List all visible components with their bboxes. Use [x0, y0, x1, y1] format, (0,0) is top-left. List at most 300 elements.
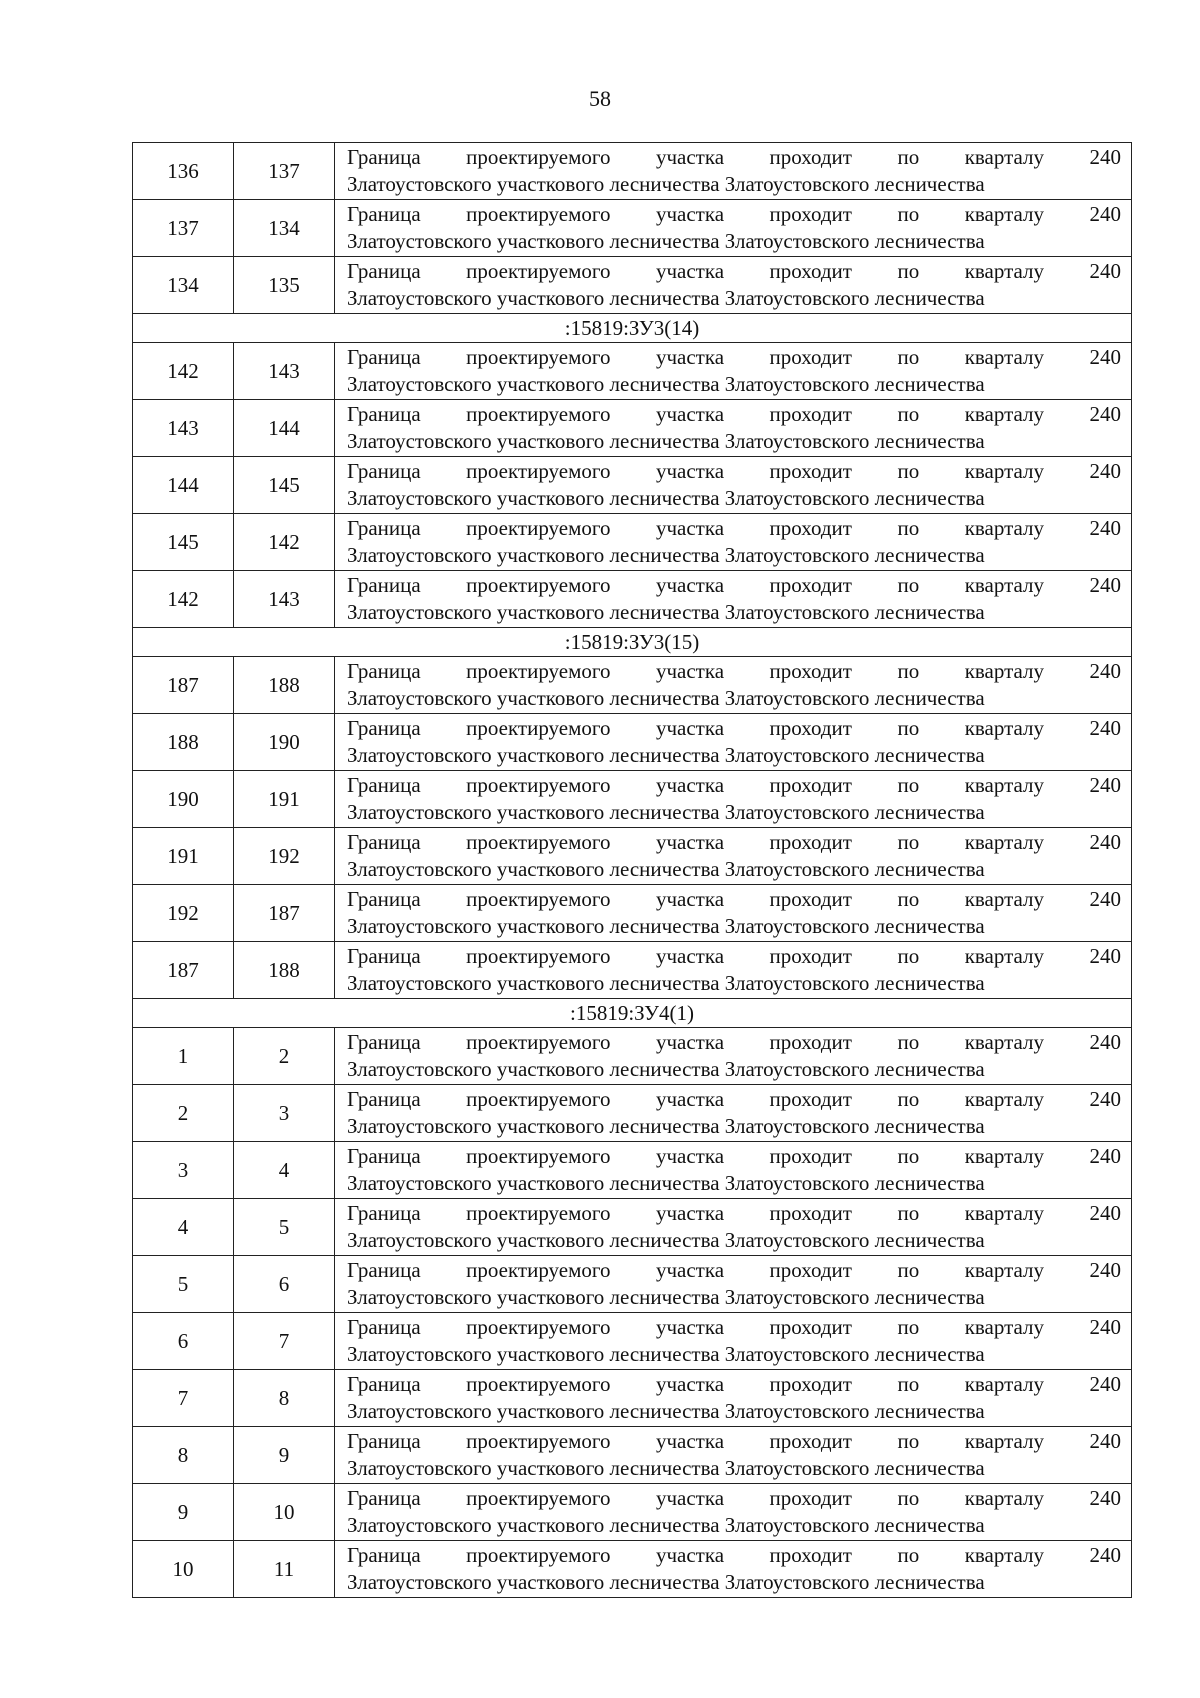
description-line-1 — [335, 1200, 1131, 1227]
description-word: участка — [655, 1087, 725, 1111]
description-word: 240 — [1089, 1144, 1121, 1168]
description-word: 240 — [1089, 202, 1121, 226]
description-line-2: Златоустовского участкового лесничества Златоустовского лесничества — [347, 429, 985, 453]
description-line-1 — [335, 201, 1131, 228]
description-line-1 — [335, 1371, 1131, 1398]
point-to-cell: 5 — [234, 1199, 335, 1256]
point-from-cell: 137 — [133, 200, 234, 257]
description-word: проходит — [769, 1372, 852, 1396]
point-from-cell: 144 — [133, 457, 234, 514]
point-from-cell: 142 — [133, 571, 234, 628]
point-to-cell: 142 — [234, 514, 335, 571]
description-word: Граница — [347, 1429, 421, 1453]
description-word: Граница — [347, 1201, 421, 1225]
table-row — [133, 1370, 1132, 1427]
description-word: проходит — [769, 259, 852, 283]
description-word: Граница — [347, 145, 421, 169]
description-word: проходит — [769, 1258, 852, 1282]
boundary-description-cell — [335, 571, 1132, 628]
point-from-cell: 8 — [133, 1427, 234, 1484]
table-row — [133, 942, 1132, 999]
boundary-description-cell — [335, 1085, 1132, 1142]
description-line-1 — [335, 458, 1131, 485]
table-row — [133, 1256, 1132, 1313]
description-line-2: Златоустовского участкового лесничества Златоустовского лесничества — [347, 1399, 985, 1423]
description-line-1 — [335, 1086, 1131, 1113]
description-word: проектируемого — [466, 716, 611, 740]
description-word: проектируемого — [466, 1201, 611, 1225]
table-row — [133, 1484, 1132, 1541]
description-word: проходит — [769, 887, 852, 911]
point-to-cell: 3 — [234, 1085, 335, 1142]
description-word: Граница — [347, 1087, 421, 1111]
description-line-1 — [335, 658, 1131, 685]
description-word: участка — [655, 830, 725, 854]
description-word: участка — [655, 1030, 725, 1054]
description-line-2: Златоустовского участкового лесничества Златоустовского лесничества — [347, 286, 985, 310]
point-to-cell: 187 — [234, 885, 335, 942]
description-word: Граница — [347, 773, 421, 797]
boundary-description-cell — [335, 143, 1132, 200]
boundary-description-cell — [335, 457, 1132, 514]
description-word: участка — [655, 1486, 725, 1510]
description-line-1 — [335, 1314, 1131, 1341]
table-row — [133, 657, 1132, 714]
point-from-cell: 4 — [133, 1199, 234, 1256]
description-word: проектируемого — [466, 345, 611, 369]
table-row — [133, 514, 1132, 571]
description-line-1 — [335, 1143, 1131, 1170]
description-word: 240 — [1089, 1087, 1121, 1111]
description-word: проходит — [769, 1543, 852, 1567]
description-word: по — [897, 716, 920, 740]
description-word: Граница — [347, 402, 421, 426]
boundary-description-cell — [335, 1484, 1132, 1541]
description-word: кварталу — [964, 1201, 1044, 1225]
boundary-description-cell — [335, 1142, 1132, 1199]
description-word: по — [897, 1315, 920, 1339]
description-word: кварталу — [964, 516, 1044, 540]
boundary-description-cell — [335, 885, 1132, 942]
section-header-row — [133, 999, 1132, 1028]
description-word: 240 — [1089, 659, 1121, 683]
description-word: по — [897, 459, 920, 483]
description-word: по — [897, 573, 920, 597]
boundary-description-cell — [335, 343, 1132, 400]
description-word: Граница — [347, 1486, 421, 1510]
table-row — [133, 571, 1132, 628]
description-word: кварталу — [964, 1429, 1044, 1453]
description-word: участка — [655, 573, 725, 597]
description-word: кварталу — [964, 944, 1044, 968]
description-word: кварталу — [964, 573, 1044, 597]
description-word: Граница — [347, 259, 421, 283]
description-word: по — [897, 773, 920, 797]
description-word: участка — [655, 1201, 725, 1225]
description-word: Граница — [347, 659, 421, 683]
description-word: кварталу — [964, 887, 1044, 911]
description-word: участка — [655, 944, 725, 968]
boundary-description-cell — [335, 1028, 1132, 1085]
point-to-cell: 8 — [234, 1370, 335, 1427]
description-word: по — [897, 1486, 920, 1510]
boundary-description-cell — [335, 257, 1132, 314]
section-header-row — [133, 314, 1132, 343]
table-row — [133, 885, 1132, 942]
description-word: проектируемого — [466, 573, 611, 597]
description-word: кварталу — [964, 716, 1044, 740]
boundary-description-cell — [335, 942, 1132, 999]
description-word: кварталу — [964, 145, 1044, 169]
description-word: 240 — [1089, 1030, 1121, 1054]
table-row — [133, 257, 1132, 314]
description-word: проектируемого — [466, 1486, 611, 1510]
description-word: 240 — [1089, 944, 1121, 968]
description-word: кварталу — [964, 1087, 1044, 1111]
point-from-cell: 6 — [133, 1313, 234, 1370]
description-word: кварталу — [964, 1258, 1044, 1282]
point-from-cell: 3 — [133, 1142, 234, 1199]
description-word: проектируемого — [466, 459, 611, 483]
description-word: 240 — [1089, 1543, 1121, 1567]
description-word: по — [897, 887, 920, 911]
point-from-cell: 134 — [133, 257, 234, 314]
description-word: по — [897, 1144, 920, 1168]
point-from-cell: 7 — [133, 1370, 234, 1427]
boundary-description-cell — [335, 1313, 1132, 1370]
boundary-description-cell — [335, 514, 1132, 571]
description-line-1 — [335, 515, 1131, 542]
description-word: участка — [655, 773, 725, 797]
description-word: проходит — [769, 1087, 852, 1111]
point-to-cell: 4 — [234, 1142, 335, 1199]
description-word: 240 — [1089, 1258, 1121, 1282]
description-line-1 — [335, 943, 1131, 970]
description-word: 240 — [1089, 1315, 1121, 1339]
description-word: кварталу — [964, 202, 1044, 226]
point-to-cell: 144 — [234, 400, 335, 457]
description-line-1 — [335, 772, 1131, 799]
description-word: проектируемого — [466, 887, 611, 911]
description-word: проектируемого — [466, 1087, 611, 1111]
description-word: 240 — [1089, 1486, 1121, 1510]
description-word: по — [897, 1030, 920, 1054]
description-word: по — [897, 516, 920, 540]
point-from-cell: 1 — [133, 1028, 234, 1085]
point-from-cell: 9 — [133, 1484, 234, 1541]
point-to-cell: 188 — [234, 942, 335, 999]
point-from-cell: 145 — [133, 514, 234, 571]
table-row — [133, 457, 1132, 514]
description-line-2: Златоустовского участкового лесничества Златоустовского лесничества — [347, 172, 985, 196]
table-row — [133, 200, 1132, 257]
description-line-2: Златоустовского участкового лесничества Златоустовского лесничества — [347, 1456, 985, 1480]
description-word: Граница — [347, 573, 421, 597]
description-word: кварталу — [964, 402, 1044, 426]
description-word: проходит — [769, 345, 852, 369]
description-line-1 — [335, 1542, 1131, 1569]
description-word: участка — [655, 1372, 725, 1396]
point-from-cell: 190 — [133, 771, 234, 828]
point-from-cell: 10 — [133, 1541, 234, 1598]
description-word: проходит — [769, 944, 852, 968]
boundary-description-cell — [335, 1370, 1132, 1427]
description-line-1 — [335, 886, 1131, 913]
description-word: участка — [655, 1315, 725, 1339]
description-word: Граница — [347, 1315, 421, 1339]
point-to-cell: 135 — [234, 257, 335, 314]
point-to-cell: 6 — [234, 1256, 335, 1313]
description-word: проходит — [769, 773, 852, 797]
table-row — [133, 771, 1132, 828]
boundary-description-cell — [335, 1541, 1132, 1598]
description-word: проектируемого — [466, 944, 611, 968]
description-word: по — [897, 1543, 920, 1567]
description-word: 240 — [1089, 887, 1121, 911]
description-word: проходит — [769, 659, 852, 683]
description-word: по — [897, 1258, 920, 1282]
description-word: проектируемого — [466, 1315, 611, 1339]
boundary-description-cell — [335, 657, 1132, 714]
description-word: проходит — [769, 1144, 852, 1168]
description-line-1 — [335, 829, 1131, 856]
description-word: по — [897, 830, 920, 854]
table-row — [133, 1427, 1132, 1484]
point-from-cell: 187 — [133, 942, 234, 999]
point-to-cell: 134 — [234, 200, 335, 257]
section-title: :15819:ЗУ3(14) — [133, 314, 1132, 343]
description-line-1 — [335, 144, 1131, 171]
description-word: по — [897, 659, 920, 683]
description-word: Граница — [347, 944, 421, 968]
description-word: кварталу — [964, 1543, 1044, 1567]
description-word: по — [897, 202, 920, 226]
description-word: кварталу — [964, 773, 1044, 797]
boundary-description-cell — [335, 1427, 1132, 1484]
table-row — [133, 143, 1132, 200]
point-to-cell: 143 — [234, 343, 335, 400]
table-row — [133, 1199, 1132, 1256]
description-word: проектируемого — [466, 202, 611, 226]
description-line-1 — [335, 401, 1131, 428]
description-word: проектируемого — [466, 773, 611, 797]
table-row — [133, 400, 1132, 457]
boundary-description-cell — [335, 828, 1132, 885]
description-word: проектируемого — [466, 1429, 611, 1453]
description-word: проходит — [769, 145, 852, 169]
description-word: Граница — [347, 202, 421, 226]
description-line-2: Златоустовского участкового лесничества Златоустовского лесничества — [347, 229, 985, 253]
description-line-2: Златоустовского участкового лесничества Златоустовского лесничества — [347, 1513, 985, 1537]
description-word: проходит — [769, 1486, 852, 1510]
description-word: участка — [655, 1258, 725, 1282]
description-word: кварталу — [964, 830, 1044, 854]
description-word: проходит — [769, 516, 852, 540]
description-word: по — [897, 944, 920, 968]
description-word: проходит — [769, 202, 852, 226]
description-word: проходит — [769, 1201, 852, 1225]
description-word: Граница — [347, 1543, 421, 1567]
description-word: 240 — [1089, 1429, 1121, 1453]
table-row — [133, 1541, 1132, 1598]
table-row — [133, 828, 1132, 885]
description-word: по — [897, 259, 920, 283]
description-word: проектируемого — [466, 830, 611, 854]
description-line-2: Златоустовского участкового лесничества Златоустовского лесничества — [347, 857, 985, 881]
point-to-cell: 7 — [234, 1313, 335, 1370]
table-row — [133, 343, 1132, 400]
point-to-cell: 143 — [234, 571, 335, 628]
point-from-cell: 5 — [133, 1256, 234, 1313]
description-line-2: Златоустовского участкового лесничества Златоустовского лесничества — [347, 1285, 985, 1309]
description-line-2: Златоустовского участкового лесничества Златоустовского лесничества — [347, 543, 985, 567]
point-to-cell: 191 — [234, 771, 335, 828]
boundary-description-cell — [335, 771, 1132, 828]
description-word: проектируемого — [466, 659, 611, 683]
boundary-description-cell — [335, 1256, 1132, 1313]
point-to-cell: 137 — [234, 143, 335, 200]
point-from-cell: 142 — [133, 343, 234, 400]
description-word: проектируемого — [466, 1030, 611, 1054]
description-word: проектируемого — [466, 1543, 611, 1567]
table-row — [133, 1085, 1132, 1142]
description-word: Граница — [347, 1144, 421, 1168]
description-word: участка — [655, 516, 725, 540]
description-word: участка — [655, 202, 725, 226]
description-word: 240 — [1089, 402, 1121, 426]
table-row — [133, 714, 1132, 771]
table-row — [133, 1142, 1132, 1199]
description-word: по — [897, 1201, 920, 1225]
point-to-cell: 11 — [234, 1541, 335, 1598]
description-word: 240 — [1089, 830, 1121, 854]
point-to-cell: 9 — [234, 1427, 335, 1484]
table-body — [133, 143, 1132, 1598]
boundary-description-cell — [335, 200, 1132, 257]
description-word: Граница — [347, 516, 421, 540]
description-word: 240 — [1089, 773, 1121, 797]
description-word: проектируемого — [466, 1372, 611, 1396]
description-word: участка — [655, 887, 725, 911]
description-word: по — [897, 145, 920, 169]
description-word: проходит — [769, 716, 852, 740]
description-word: Граница — [347, 1030, 421, 1054]
description-word: кварталу — [964, 1372, 1044, 1396]
description-word: участка — [655, 345, 725, 369]
description-word: участка — [655, 259, 725, 283]
point-to-cell: 10 — [234, 1484, 335, 1541]
description-word: Граница — [347, 1258, 421, 1282]
description-line-1 — [335, 258, 1131, 285]
description-line-2: Златоустовского участкового лесничества Златоустовского лесничества — [347, 372, 985, 396]
boundary-description-cell — [335, 400, 1132, 457]
description-word: 240 — [1089, 145, 1121, 169]
description-word: 240 — [1089, 716, 1121, 740]
description-word: кварталу — [964, 459, 1044, 483]
point-to-cell: 2 — [234, 1028, 335, 1085]
description-word: 240 — [1089, 1201, 1121, 1225]
point-from-cell: 188 — [133, 714, 234, 771]
point-from-cell: 192 — [133, 885, 234, 942]
table-row — [133, 1313, 1132, 1370]
description-word: Граница — [347, 1372, 421, 1396]
description-line-2: Златоустовского участкового лесничества Златоустовского лесничества — [347, 1057, 985, 1081]
description-line-1 — [335, 572, 1131, 599]
description-word: по — [897, 1087, 920, 1111]
description-line-1 — [335, 1485, 1131, 1512]
boundary-description-cell — [335, 1199, 1132, 1256]
description-word: участка — [655, 659, 725, 683]
description-word: проектируемого — [466, 259, 611, 283]
description-word: проектируемого — [466, 1258, 611, 1282]
description-word: 240 — [1089, 573, 1121, 597]
description-word: проходит — [769, 1315, 852, 1339]
description-line-2: Златоустовского участкового лесничества Златоустовского лесничества — [347, 1114, 985, 1138]
page-number: 58 — [589, 86, 611, 111]
description-word: кварталу — [964, 1144, 1044, 1168]
description-line-2: Златоустовского участкового лесничества Златоустовского лесничества — [347, 686, 985, 710]
description-word: кварталу — [964, 659, 1044, 683]
description-line-2: Златоустовского участкового лесничества Златоустовского лесничества — [347, 743, 985, 767]
description-word: проектируемого — [466, 1144, 611, 1168]
description-line-2: Златоустовского участкового лесничества Златоустовского лесничества — [347, 800, 985, 824]
description-word: участка — [655, 1144, 725, 1168]
point-from-cell: 2 — [133, 1085, 234, 1142]
point-to-cell: 192 — [234, 828, 335, 885]
description-word: Граница — [347, 459, 421, 483]
description-word: участка — [655, 402, 725, 426]
description-word: 240 — [1089, 345, 1121, 369]
description-word: участка — [655, 459, 725, 483]
description-word: проходит — [769, 1429, 852, 1453]
description-word: Граница — [347, 887, 421, 911]
description-word: 240 — [1089, 459, 1121, 483]
description-word: Граница — [347, 345, 421, 369]
description-word: кварталу — [964, 1486, 1044, 1510]
description-word: кварталу — [964, 259, 1044, 283]
description-word: участка — [655, 716, 725, 740]
point-from-cell: 187 — [133, 657, 234, 714]
boundary-description-cell — [335, 714, 1132, 771]
description-line-2: Златоустовского участкового лесничества Златоустовского лесничества — [347, 600, 985, 624]
description-word: по — [897, 1429, 920, 1453]
description-word: проходит — [769, 830, 852, 854]
description-word: проектируемого — [466, 516, 611, 540]
description-word: кварталу — [964, 345, 1044, 369]
description-word: по — [897, 345, 920, 369]
description-word: 240 — [1089, 516, 1121, 540]
description-word: по — [897, 402, 920, 426]
description-word: 240 — [1089, 1372, 1121, 1396]
point-to-cell: 190 — [234, 714, 335, 771]
description-line-2: Златоустовского участкового лесничества Златоустовского лесничества — [347, 1228, 985, 1252]
description-word: проходит — [769, 402, 852, 426]
description-word: кварталу — [964, 1315, 1044, 1339]
description-line-2: Златоустовского участкового лесничества Златоустовского лесничества — [347, 486, 985, 510]
boundary-table — [132, 142, 1132, 1598]
point-to-cell: 188 — [234, 657, 335, 714]
description-word: проходит — [769, 1030, 852, 1054]
description-word: участка — [655, 1543, 725, 1567]
description-line-1 — [335, 1029, 1131, 1056]
table-row — [133, 1028, 1132, 1085]
point-from-cell: 143 — [133, 400, 234, 457]
description-line-2: Златоустовского участкового лесничества Златоустовского лесничества — [347, 1570, 985, 1594]
description-line-1 — [335, 1428, 1131, 1455]
description-line-1 — [335, 1257, 1131, 1284]
description-word: проходит — [769, 459, 852, 483]
description-word: 240 — [1089, 259, 1121, 283]
